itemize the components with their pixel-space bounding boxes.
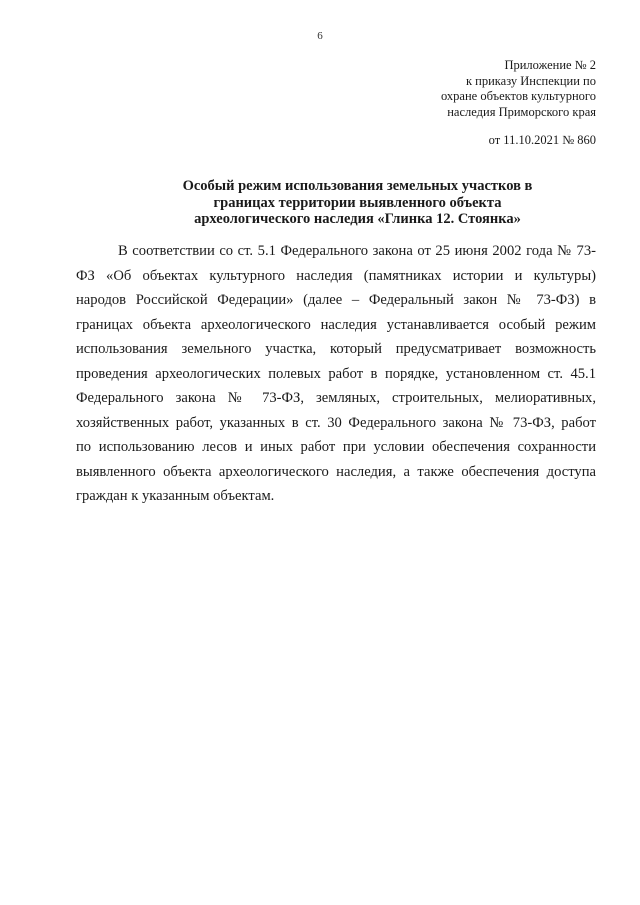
title-line: археологического наследия «Глинка 12. Стоянка»	[194, 211, 521, 227]
page-number: 6	[317, 30, 323, 42]
body-line: границах объекта археологического наследия устанавливается особый режим	[76, 316, 596, 333]
title-line: Особый режим использования земельных участков в	[182, 178, 533, 194]
title-line: границах территории выявленного объекта	[213, 194, 502, 211]
body-line: народов Российской Федерации» (далее – Федеральный закон № 73-ФЗ) в	[76, 292, 596, 308]
body-line: ФЗ «Об объектах культурного наследия (памятниках истории и культуры)	[76, 267, 596, 284]
document-title	[70, 178, 640, 228]
body-line: хозяйственных работ, указанных в ст. 30 Федерального закона № 73-ФЗ, работ	[76, 414, 596, 431]
appendix-line: Приложение № 2	[504, 58, 596, 72]
body-line: использования земельного участка, который предусматривает возможность	[76, 341, 596, 357]
order-date: от 11.10.2021 № 860	[488, 133, 596, 147]
body-line: Федерального закона № 73-ФЗ, земляных, строительных, мелиоративных,	[76, 390, 596, 406]
appendix-line: наследия Приморского края	[447, 104, 596, 119]
body-line: по использованию лесов и иных работ при условии обеспечения сохранности	[76, 439, 596, 455]
body-line: В соответствии со ст. 5.1 Федерального закона от 25 июня 2002 года № 73-	[118, 243, 596, 259]
body-paragraph	[76, 239, 596, 509]
appendix-line: охране объектов культурного	[440, 89, 596, 103]
body-line: граждан к указанным объектам.	[76, 488, 275, 504]
appendix-line: к приказу Инспекции по	[465, 73, 596, 88]
body-line: выявленного объекта археологического наследия, а также обеспечения доступа	[76, 463, 596, 480]
appendix-header	[441, 58, 596, 120]
body-line: проведения археологических полевых работ в порядке, установленном ст. 45.1	[76, 365, 596, 382]
